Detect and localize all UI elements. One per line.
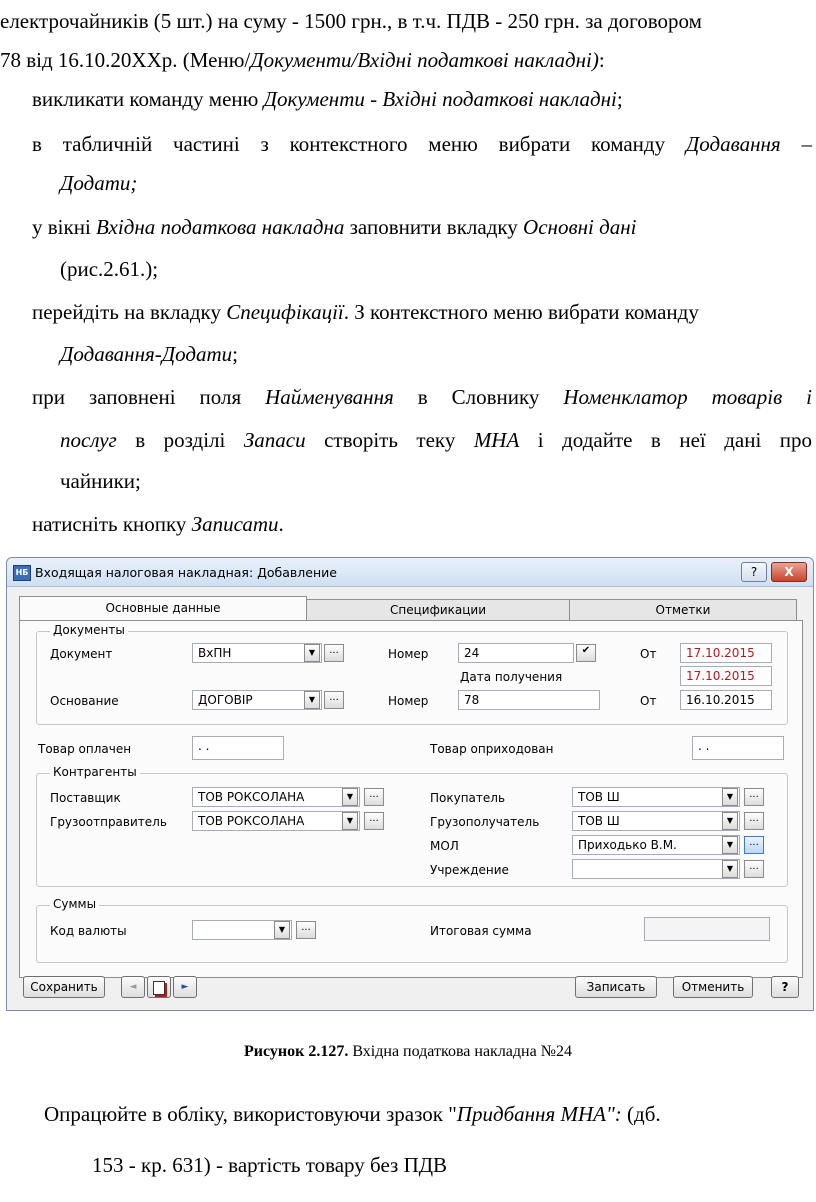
supplier-label: Поставщик [50,791,121,805]
shipper-label: Грузоотправитель [50,815,167,829]
cancel-button[interactable]: Отменить [673,976,753,998]
invoice-dialog [6,557,814,1011]
list-item-2: в табличній частині з контекстного меню вибрати команду Додавання – [32,132,813,156]
shipper-select-button[interactable]: ... [364,812,384,830]
basis-label: Основание [50,694,119,708]
currency-select-button[interactable]: ... [296,921,316,939]
paragraph-line-1: електрочайників (5 шт.) на суму - 1500 грн., в т.ч. ПДВ - 250 грн. за договором [0,9,702,33]
document-field[interactable]: ВхПН [192,643,322,663]
document-select-button[interactable]: ... [324,644,344,662]
list-item-3-cont: (рис.2.61.); [60,257,159,281]
sums-group-label: Суммы [50,897,99,911]
list-item-1: викликати команду меню Документи - Вхідні податкові накладні; [32,87,623,111]
document-nav-icon[interactable] [147,976,171,998]
from-label: От [640,647,657,661]
institution-label: Учреждение [430,863,509,877]
number2-field[interactable]: 78 [458,690,600,710]
paid-field[interactable]: . . [192,736,284,760]
dialog-title: Входящая налоговая накладная: Добавление [35,565,337,580]
nav-prev-button[interactable]: ◄ [121,976,145,998]
receipt-date-label: Дата получения [460,670,563,684]
mol-dropdown-icon[interactable]: ▼ [722,836,738,854]
shipper-field[interactable]: ТОВ РОКСОЛАНА [192,811,360,831]
consignee-select-button[interactable]: ... [744,812,764,830]
basis-select-button[interactable]: ... [324,691,344,709]
paragraph-line-2: 78 від 16.10.20ХХр. (Меню/Документи/Вхідні податкові накладні): [0,48,605,72]
number-label: Номер [388,647,429,661]
buyer-label: Покупатель [430,791,506,805]
figure-caption: Рисунок 2.127. Вхідна податкова накладна №24 [244,1043,572,1060]
tab-specifications[interactable]: Спецификации [306,599,570,620]
list-item-5: при заповнені поля Найменування в Словнику Номенклатор товарів і [32,385,812,409]
record-button[interactable]: Записать [575,976,657,998]
supplier-select-button[interactable]: ... [364,788,384,806]
total-label: Итоговая сумма [430,924,532,938]
after-line-1: Опрацюйте в обліку, використовуючи зразок "Придбання МНА": (дб. [44,1102,661,1126]
document-dropdown-icon[interactable]: ▼ [304,644,320,662]
number-check-icon[interactable]: ✔ [576,644,596,662]
close-button[interactable]: X [771,562,807,582]
date2-field[interactable]: 16.10.2015 [680,690,772,710]
institution-dropdown-icon[interactable]: ▼ [722,860,738,878]
main-data-panel [19,620,803,978]
basis-dropdown-icon[interactable]: ▼ [304,691,320,709]
nav-next-button[interactable]: ► [173,976,197,998]
supplier-dropdown-icon[interactable]: ▼ [342,788,358,806]
mol-field[interactable]: Приходько В.М. [572,835,740,855]
buyer-dropdown-icon[interactable]: ▼ [722,788,738,806]
institution-select-button[interactable]: ... [744,860,764,878]
consignee-field[interactable]: ТОВ Ш [572,811,740,831]
basis-field[interactable]: ДОГОВІР [192,690,322,710]
title-bar [7,558,813,587]
paid-label: Товар оплачен [38,742,132,756]
currency-label: Код валюты [50,924,127,938]
list-item-4-cont: Додавання-Додати; [60,342,238,366]
list-item-5-cont2: чайники; [60,469,141,493]
date-field[interactable]: 17.10.2015 [680,643,772,663]
received-field[interactable]: . . [692,736,784,760]
help-button[interactable]: ? [771,976,799,998]
document-label: Документ [50,647,113,661]
mol-select-button[interactable]: ... [744,836,764,854]
list-item-5-cont: послуг в розділі Запаси створіть теку МНА і додайте в неї дані про [60,428,813,452]
from2-label: От [640,694,657,708]
institution-field[interactable] [572,859,740,879]
shipper-dropdown-icon[interactable]: ▼ [342,812,358,830]
save-button[interactable]: Сохранить [23,976,105,998]
buyer-select-button[interactable]: ... [744,788,764,806]
mol-label: МОЛ [430,839,459,853]
help-title-button[interactable]: ? [741,562,767,582]
contractors-group-label: Контрагенты [50,765,140,779]
tab-marks[interactable]: Отметки [569,599,797,620]
receipt-date-field[interactable]: 17.10.2015 [680,666,772,686]
supplier-field[interactable]: ТОВ РОКСОЛАНА [192,787,360,807]
tab-main-data[interactable]: Основные данные [19,596,307,621]
list-item-6: натисніть кнопку Записати. [32,512,284,536]
total-field [644,917,770,941]
list-item-2-cont: Додати; [60,171,138,195]
received-label: Товар оприходован [430,742,554,756]
number-field[interactable]: 24 [458,643,574,663]
list-item-3: у вікні Вхідна податкова накладна заповнити вкладку Основні дані [32,215,637,239]
buyer-field[interactable]: ТОВ Ш [572,787,740,807]
consignee-dropdown-icon[interactable]: ▼ [722,812,738,830]
consignee-label: Грузополучатель [430,815,540,829]
after-line-2: 153 - кр. 631) - вартість товару без ПДВ [92,1153,448,1177]
documents-group [36,631,788,725]
number2-label: Номер [388,694,429,708]
list-item-4: перейдіть на вкладку Специфікації. З контекстного меню вибрати команду [32,300,699,324]
currency-dropdown-icon[interactable]: ▼ [274,921,290,939]
documents-group-label: Документы [50,623,128,637]
document-icon: НБ [13,565,31,581]
